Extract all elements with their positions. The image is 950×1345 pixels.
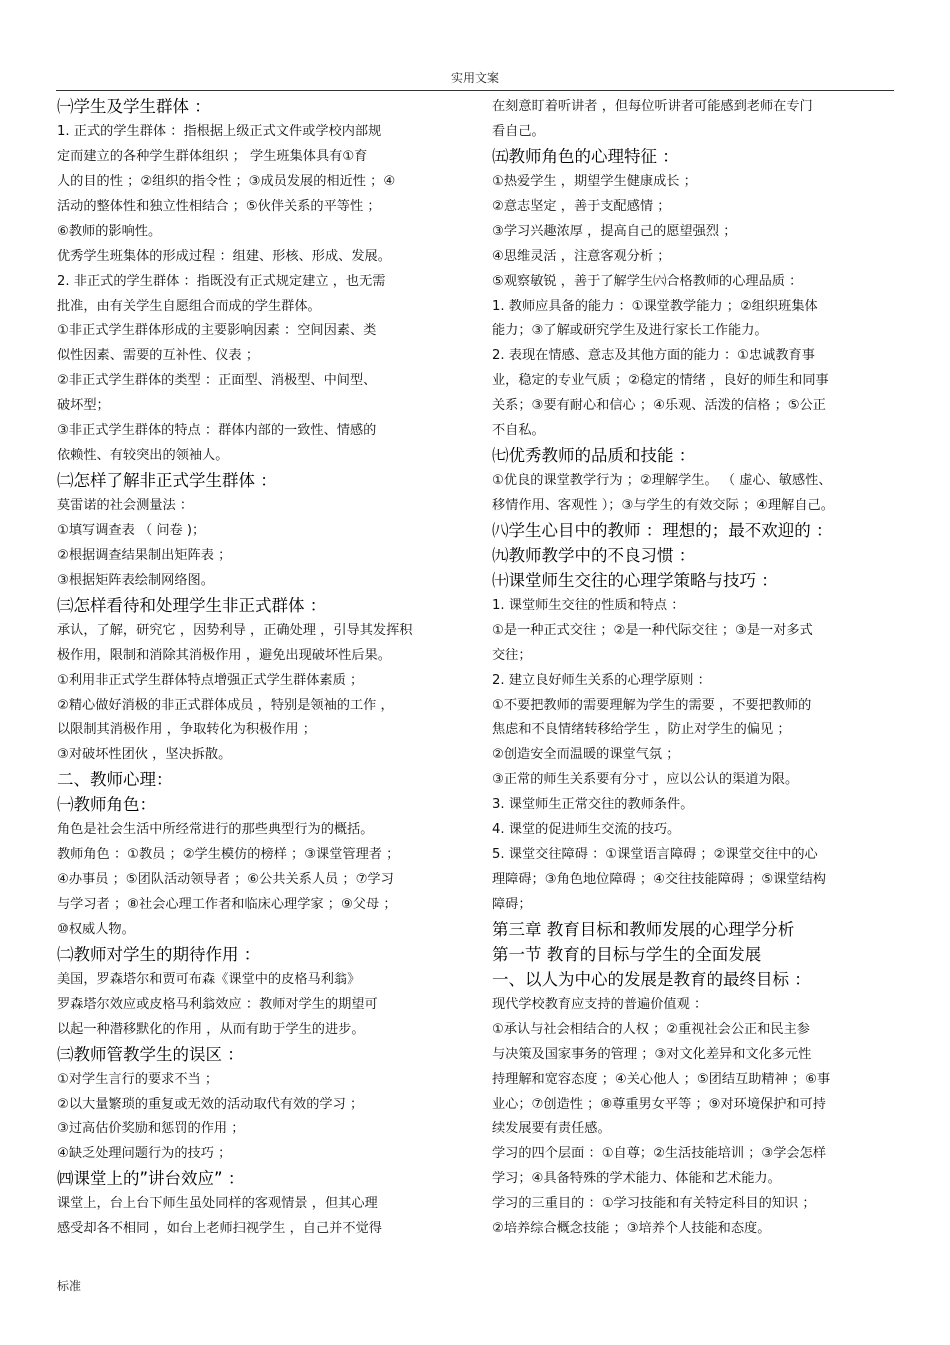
text-line: 1. 教师应具备的能力 ：①课堂教学能力 ；②组织班集体: [492, 298, 818, 314]
text-line: 学习；④具备特殊的学术能力、体能和艺术能力。: [492, 1171, 781, 1187]
text-line: 2. 建立良好师生关系的心理学原则 ：: [492, 672, 711, 688]
text-line: ②精心做好消极的非正式群体成员 ，特别是领袖的工作 ，: [57, 697, 394, 713]
section-heading: 第三章 教育目标和教师发展的心理学分析: [492, 919, 795, 939]
section-heading: 第一节 教育的目标与学生的全面发展: [492, 944, 762, 964]
header-divider: [56, 90, 894, 91]
text-line: 焦虑和不良情绪转移给学生 ，防止对学生的偏见 ；: [492, 722, 791, 738]
text-line: 1. 课堂师生交往的性质和特点 ：: [492, 597, 685, 613]
page-header-title: 实用文案: [450, 71, 499, 85]
text-line: 批准，由有关学生自愿组合而成的学生群体。: [57, 298, 321, 314]
text-line: 4. 课堂的促进师生交流的技巧。: [492, 822, 681, 838]
text-line: 角色是社会生活中所经常进行的那些典型行为的概括。: [57, 822, 374, 838]
text-line: ②非正式学生群体的类型 ：正面型、消极型、中间型、: [57, 373, 377, 389]
text-line: 现代学校教育应支持的普遍价值观 ：: [492, 996, 708, 1012]
section-heading: ㈦优秀教师的品质和技能 ：: [492, 446, 696, 466]
text-line: 5. 课堂交往障碍 ：①课堂语言障碍 ；②课堂交往中的心: [492, 847, 818, 863]
text-line: 业心；⑦创造性 ；⑧尊重男女平等 ；⑨对环境保护和可持: [492, 1096, 826, 1112]
text-line: 美国，罗森塔尔和贾可布森《课堂中的皮格马利翁》: [57, 971, 361, 987]
text-line: 依赖性、有较突出的领袖人。: [57, 448, 229, 464]
text-line: ④思维灵活 ，注意客观分析 ；: [492, 248, 671, 264]
text-line: 业，稳定的专业气质 ；②稳定的情绪 ，良好的师生和同事: [492, 373, 829, 389]
page-footer-text: 标准: [57, 1279, 82, 1293]
text-line: ②创造安全而温暖的课堂气氛 ；: [492, 747, 680, 763]
text-line: ①对学生言行的要求不当 ；: [57, 1071, 219, 1087]
text-line: 莫雷诺的社会测量法 ：: [57, 498, 194, 513]
text-line: 2. 非正式的学生群体 ：指既没有正式规定建立 ，也无需: [57, 273, 386, 289]
text-line: ③过高估价奖励和惩罚的作用 ；: [57, 1121, 245, 1137]
text-line: ②意志坚定 ，善于支配感情 ；: [492, 198, 671, 214]
section-heading: ㈡怎样了解非正式学生群体 ：: [57, 471, 277, 491]
text-line: 似性因素、需要的互补性、仪表 ；: [57, 348, 260, 364]
text-line: ①非正式学生群体形成的主要影响因素 ：空间因素、类: [57, 323, 377, 339]
text-line: 极作用，限制和消除其消极作用 ，避免出现破坏性后果。: [57, 647, 391, 663]
text-line: 理障碍；③角色地位障碍 ；④交往技能障碍 ；⑤课堂结构: [492, 872, 826, 888]
text-line: ③对破坏性团伙 ，坚决拆散。: [57, 747, 232, 763]
text-line: 1. 正式的学生群体 ：指根据上级正式文件或学校内部规: [57, 123, 382, 139]
section-heading: ㈢怎样看待和处理学生非正式群体 ：: [57, 595, 327, 615]
text-line: 关系；③要有耐心和信心 ；④乐观、活泼的信格 ；⑤公正: [492, 398, 826, 414]
text-line: 不自私。: [492, 423, 545, 439]
text-line: ①热爱学生 ，期望学生健康成长 ；: [492, 173, 697, 189]
text-line: 感受却各不相同 ，如台上老师扫视学生 ，自己并不觉得: [57, 1221, 382, 1237]
section-heading: ㈧学生心目中的教师 ：理想的；最不欢迎的 ：: [492, 520, 833, 540]
section-heading: 二、教师心理：: [57, 770, 173, 790]
text-line: ④办事员 ；⑤团队活动领导者 ；⑥公共关系人员 ；⑦学习: [57, 872, 394, 888]
text-line: ⑤观察敏锐 ，善于了解学生㈥合格教师的心理品质 ：: [492, 273, 803, 289]
text-line: 3. 课堂师生正常交往的教师条件。: [492, 797, 694, 813]
text-line: ③正常的师生关系要有分寸 ，应以公认的渠道为限。: [492, 772, 799, 788]
text-line: 以起一种潜移默化的作用 ，从而有助于学生的进步。: [57, 1021, 365, 1037]
text-line: 教师角色 ：①教员 ；②学生模仿的榜样 ；③课堂管理者 ；: [57, 847, 400, 863]
section-heading: ㈨教师教学中的不良习惯 ：: [492, 545, 696, 565]
text-line: ①是一种正式交往 ；②是一种代际交往 ；③是一对多式: [492, 622, 813, 638]
text-line: ①承认与社会相结合的人权 ；②重视社会公正和民主参: [492, 1021, 810, 1037]
text-line: 优秀学生班集体的形成过程 ：组建、形核、形成、发展。: [57, 248, 391, 264]
text-line: 与学习者 ；⑧社会心理工作者和临床心理学家 ；⑨父母 ；: [57, 897, 397, 912]
section-heading: ㈠教师角色：: [57, 795, 156, 815]
section-heading: ㈩课堂师生交往的心理学策略与技巧 ：: [492, 570, 778, 590]
text-line: ③非正式学生群体的特点 ：群体内部的一致性、情感的: [57, 423, 377, 439]
section-heading: ㈢教师管教学生的误区 ：: [57, 1044, 244, 1064]
text-line: 以限制其消极作用 ，争取转化为积极作用 ；: [57, 722, 316, 738]
text-line: 破坏型；: [57, 398, 110, 414]
text-line: 交往；: [492, 647, 532, 663]
text-line: 2. 表现在情感、意志及其他方面的能力 ：①忠诚教育事: [492, 348, 815, 364]
section-heading: ㈡教师对学生的期待作用 ：: [57, 944, 261, 964]
text-line: ①不要把教师的需要理解为学生的需要 ，不要把教师的: [492, 697, 812, 713]
text-line: ③学习兴趣浓厚 ，提高自己的愿望强烈 ；: [492, 223, 737, 239]
text-line: 活动的整体性和独立性相结合 ；⑤伙伴关系的平等性 ；: [57, 198, 381, 214]
text-line: 与决策及国家事务的管理 ；③对文化差异和文化多元性: [492, 1046, 812, 1062]
text-line: ②培养综合概念技能 ；③培养个人技能和态度。: [492, 1221, 771, 1237]
text-line: 障碍；: [492, 897, 532, 912]
text-line: 课堂上，台上台下师生虽处同样的客观情景 ，但其心理: [57, 1196, 378, 1212]
section-heading: ㈠学生及学生群体 ：: [57, 97, 211, 116]
text-line: 续发展要有责任感。: [492, 1121, 611, 1137]
text-line: ①优良的课堂教学行为 ；②理解学生。 （ 虚心、敏感性、: [492, 473, 832, 489]
text-line: ②以大量繁琐的重复或无效的活动取代有效的学习 ；: [57, 1096, 364, 1112]
text-line: 罗森塔尔效应或皮格马利翁效应 ：教师对学生的期望可: [57, 996, 378, 1012]
text-line: 在刻意盯着听讲者 ，但每位听讲者可能感到老师在专门: [492, 99, 813, 114]
section-heading: 一、以人为中心的发展是教育的最终目标 ：: [492, 969, 811, 989]
text-line: ①利用非正式学生群体特点增强正式学生群体素质 ；: [57, 672, 364, 688]
text-line: 承认，了解，研究它 ，因势利导 ，正确处理 ，引导其发挥积: [57, 622, 413, 638]
section-heading: ㈣课堂上的”讲台效应” ：: [57, 1169, 245, 1189]
left-column: [57, 95, 467, 1242]
section-heading: ㈤教师角色的心理特征 ：: [492, 146, 679, 166]
text-line: 看自己。: [492, 123, 545, 139]
text-line: 定而建立的各种学生群体组织 ； 学生班集体具有①育: [57, 148, 368, 164]
text-line: ④缺乏处理问题行为的技巧 ；: [57, 1146, 232, 1162]
text-line: ②根据调查结果制出矩阵表 ；: [57, 547, 232, 563]
text-line: 学习的三重目的 ：①学习技能和有关特定科目的知识 ；: [492, 1196, 816, 1212]
text-line: 人的目的性 ；②组织的指令性 ；③成员发展的相近性 ；④: [57, 173, 396, 189]
text-line: 学习的四个层面 ：①自尊；②生活技能培训 ；③学会怎样: [492, 1146, 826, 1162]
text-line: ⑥教师的影响性。: [57, 223, 162, 239]
text-line: 能力；③了解或研究学生及进行家长工作能力。: [492, 323, 768, 339]
text-line: ①填写调查表 （ 问卷 )；: [57, 522, 206, 538]
text-line: 持理解和宽容态度 ；④关心他人 ；⑤团结互助精神 ；⑥事: [492, 1071, 831, 1087]
text-line: ⑩权威人物。: [57, 921, 135, 937]
text-line: ③根据矩阵表绘制网络图。: [57, 572, 214, 588]
text-line: 移情作用、客观性 ）；③与学生的有效交际 ；④理解自己。: [492, 498, 834, 513]
right-column: [492, 95, 897, 1242]
